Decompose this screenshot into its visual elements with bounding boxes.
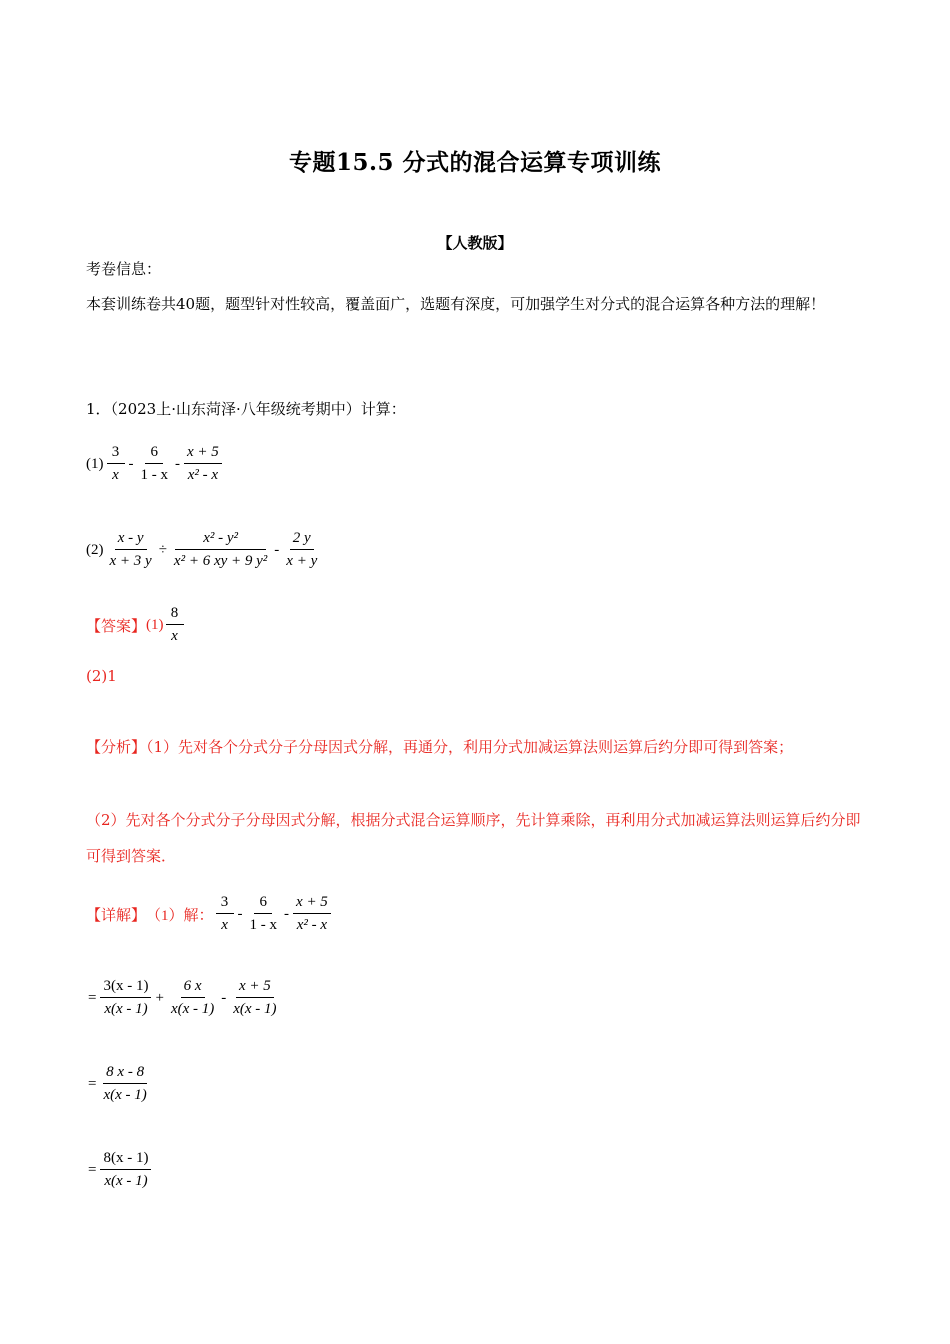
analysis-line-2: （2）先对各个分式分子分母因式分解，根据分式混合运算顺序，先计算乘除，再利用分式加减运算法则运算后约分即可得到答案． bbox=[86, 811, 861, 865]
question-part-1-expression: (1) $\frac{3}{x}$ - $\frac{6}{1 - x}$ - $\frac{x + 5}{\text{x² - x}}$ bbox=[86, 444, 224, 484]
fraction: $\frac{x + 5}{\text{x² - x}}$ bbox=[184, 444, 222, 484]
edition-label: 【人教版】 bbox=[437, 234, 513, 252]
fraction: $\frac{3}{x}$ bbox=[216, 894, 234, 934]
fraction: $\frac{\text{x² - y²}}{\text{x² + 6 xy + 9 y²}}$ bbox=[173, 530, 268, 569]
fraction: $\frac{8}{x}$ bbox=[166, 605, 184, 645]
part-label: (1) bbox=[86, 455, 104, 472]
analysis-line-1: 【分析】（1）先对各个分式分子分母因式分解，再通分，利用分式加减运算法则运算后约分即可得到答案； bbox=[86, 738, 794, 756]
fraction: $\frac{6}{1 - x}$ bbox=[249, 894, 278, 933]
fraction: $\frac{6}{1 - x}$ bbox=[140, 444, 168, 483]
fraction: $\frac{x - y}{x + 3 y}$ bbox=[109, 530, 152, 569]
fraction: $\frac{x + 5}{x(x - 1)}$ bbox=[233, 978, 277, 1017]
question-header: 1．（2023上·山东菏泽·八年级统考期中）计算： bbox=[86, 400, 406, 418]
answer-line-1: 【答案】 (1) $\frac{8}{x}$ bbox=[86, 605, 186, 645]
detail-step-2: = $\frac{8 x - 8}{x(x - 1)}$ bbox=[86, 1064, 152, 1104]
fraction: $\frac{3}{x}$ bbox=[107, 444, 125, 484]
answer-line-2: (2)1 bbox=[86, 667, 117, 685]
fraction: $\frac{x + 5}{\text{x² - x}}$ bbox=[293, 894, 331, 934]
question-part-2-expression: (2) $\frac{x - y}{x + 3 y}$ ÷ $\frac{\text{x² - y²}}{\text{x² + 6 xy + 9 y²}}$ - $\frac{2 y}{x + y}$ bbox=[86, 530, 322, 570]
detail-step-3: = $\frac{8(x - 1)}{x(x - 1)}$ bbox=[86, 1150, 153, 1190]
info-label: 考卷信息： bbox=[86, 260, 162, 278]
detail-step-0: 【详解】 （1）解： $\frac{3}{x}$ - $\frac{6}{1 - x}$ - $\frac{x + 5}{\text{x² - x}}$ bbox=[86, 894, 333, 934]
fraction: $\frac{8 x - 8}{x(x - 1)}$ bbox=[103, 1064, 147, 1103]
fraction: $\frac{3(x - 1)}{x(x - 1)}$ bbox=[100, 978, 151, 1018]
answer-tag: 【答案】 bbox=[86, 618, 147, 635]
detail-step-1: = $\frac{3(x - 1)}{x(x - 1)}$ + $\frac{6 x}{x(x - 1)}$ - $\frac{x + 5}{x(x - 1)}$ bbox=[86, 978, 282, 1018]
analysis-tag: 【分析】 bbox=[86, 738, 147, 756]
info-text: 本套训练卷共40题，题型针对性较高，覆盖面广，选题有深度，可加强学生对分式的混合运算各种方法的理解！ bbox=[86, 295, 826, 313]
fraction: $\frac{2 y}{x + y}$ bbox=[286, 530, 318, 569]
page-title: 专题15.5 分式的混合运算专项训练 bbox=[288, 149, 662, 176]
fraction: $\frac{8(x - 1)}{x(x - 1)}$ bbox=[100, 1150, 151, 1190]
detail-tag: 【详解】 bbox=[86, 907, 147, 924]
part-label: (2) bbox=[86, 541, 104, 558]
fraction: $\frac{6 x}{x(x - 1)}$ bbox=[170, 978, 215, 1017]
